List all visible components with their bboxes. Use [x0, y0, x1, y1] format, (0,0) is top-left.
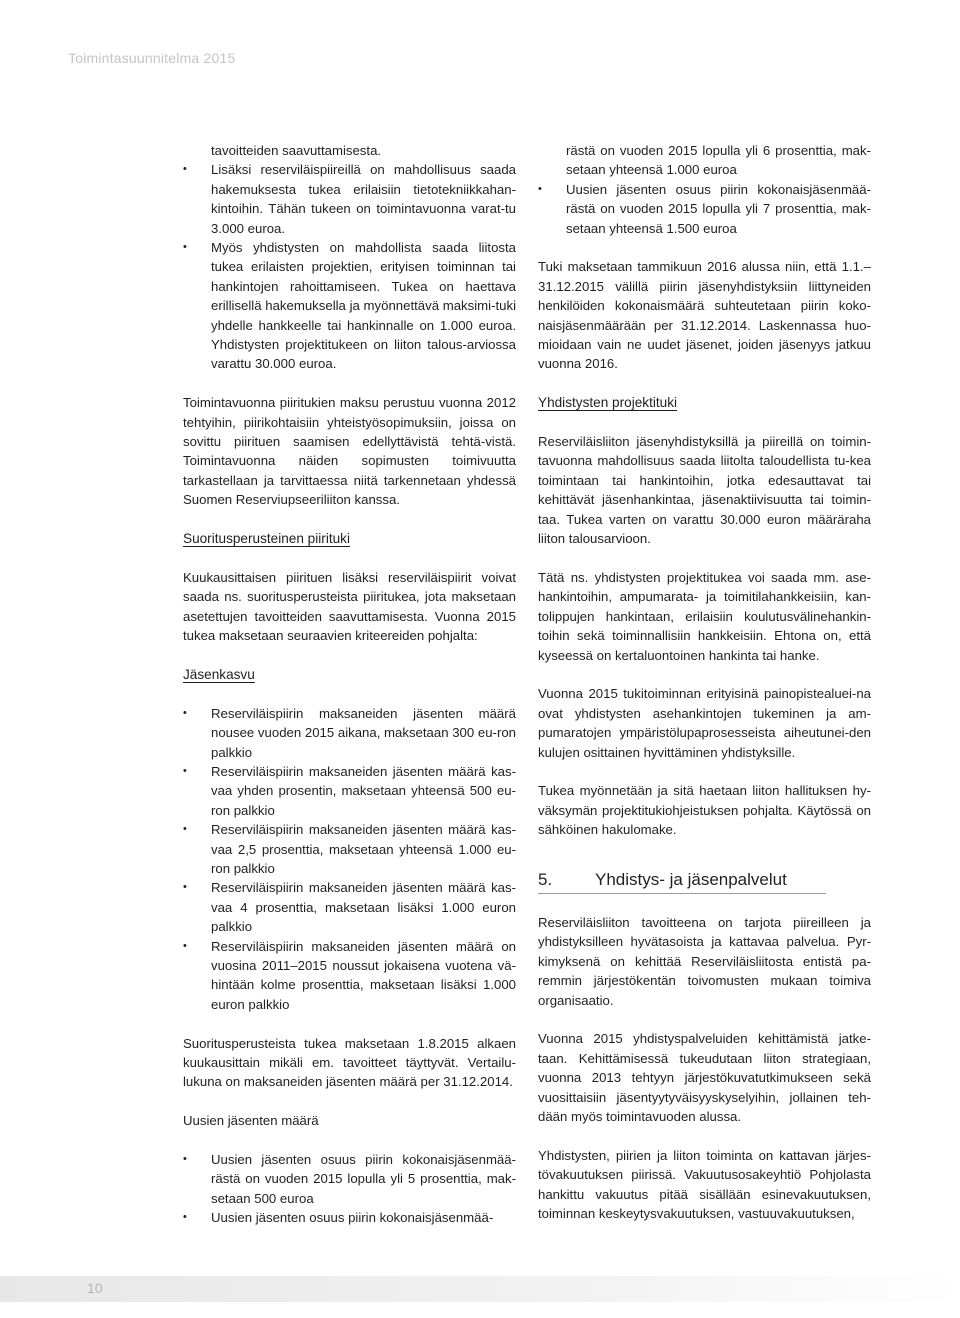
right-column: [538, 141, 871, 1223]
criteria-list: [183, 704, 516, 1015]
section-heading: Suoritusperusteinen piirituki: [183, 531, 350, 547]
list-item: • Reserviläispiirin maksaneiden jäsenten määrä on vuosina 2011–2015 noussut jokaisena vuotena vä-hintään kolme prosenttia, maksetaan lisäksi 1.000 euron palkkio: [183, 937, 516, 1015]
paragraph: Toimintavuonna piiritukien maksu perustuu vuonna 2012 tehtyihin, piirikohtaisiin yhteistyösopimuksiin, joissa on sovittu piirituen saamisen edellyttävistä tehtä-vistä. Toimintavuonna näiden sopimusten toimivuutta tarkastellaan ja tarvittaessa niitä tarkennetaan yhdessä Suomen Reserviupseeriliiton kanssa.: [183, 395, 516, 508]
paragraph: Uusien jäsenten määrä: [183, 1113, 319, 1129]
list-item: • Reserviläispiirin maksaneiden jäsenten määrä kas-vaa yhden prosentin, maksetaan yhteensä 500 eu-ron palkkio: [183, 762, 516, 820]
list-item: • Lisäksi reserviläispiireillä on mahdollisuus saada hakemuksesta tukea erilaisiin tietotekniikkahan-kintoihin. Tähän tukeen on toimintavuonna varat-tu 3.000 euroa.: [183, 160, 516, 238]
list-item: • Reserviläispiirin maksaneiden jäsenten määrä nousee vuoden 2015 aikana, maksetaan 300 eu-ron palkkio: [183, 704, 516, 762]
chapter-number: 5.: [538, 869, 553, 889]
list-item: • Reserviläispiirin maksaneiden jäsenten määrä kas-vaa 2,5 prosenttia, maksetaan yhteensä 1.000 eu-ron palkkio: [183, 820, 516, 878]
paragraph: Vuonna 2015 tukitoiminnan erityisinä painopistealuei-na ovat yhdistysten asehankintojen tukeminen ja am-pumaratojen ympäristölupaprosesseista aiheutunei-den kulujen osittainen hyvittäminen yhdistyksille.: [538, 686, 871, 760]
paragraph: Tukea myönnetään ja sitä haetaan liiton hallituksen hy-väksymän projektitukiohjeistuksen pohjalta. Käytössä on sähköinen hakulomake.: [538, 783, 871, 838]
section-heading: Yhdistysten projektituki: [538, 395, 678, 411]
left-column: [183, 141, 516, 1228]
running-header: Toimintasuunnitelma 2015: [68, 50, 236, 66]
page-number: 10: [87, 1280, 103, 1296]
chapter-heading: [538, 868, 826, 894]
new-members-list-cont: [538, 180, 871, 238]
list-item: • Myös yhdistysten on mahdollista saada liitosta tukea erilaisten projektien, erityisen toiminnan tai hankintojen rahoittamiseen. Tukea on haettava erillisellä hakemuksella ja myönnettävä maksimi-tuki yhdelle hankkeelle tai hankinnalle on 1.000 euroa. Yhdistysten projektitukeen on liiton talous-arviossa varattu 30.000 euroa.: [183, 238, 516, 374]
paragraph: Reserviläisliiton tavoitteena on tarjota piireilleen ja yhdistyksilleen hyvätasoista ja kattavaa palvelua. Pyr-kimyksenä on kehittää Reserviläisliitosta entistä pa-remmin järjestökentän toivomusten mukaan toimiva organisaatio.: [538, 914, 871, 1008]
paragraph: Yhdistysten, piirien ja liiton toiminta on kattavan järjes-tövakuutuksen piirissä. Vakuutusosakeyhtiö Pohjolasta hankittu vakuutus pitää sisällään esinevakuutuksen, toiminnan keskeytysvakuutuksen, vastuuvakuutuksen,: [538, 1147, 871, 1221]
list-item: • Reserviläispiirin maksaneiden jäsenten määrä kas-vaa 4 prosenttia, maksetaan lisäksi 1.000 euron palkkio: [183, 878, 516, 936]
chapter-title: Yhdistys- ja jäsenpalvelut: [595, 869, 787, 889]
paragraph: Kuukausittaisen piirituen lisäksi reserviläispiirit voivat saada ns. suoritusperusteista piiritukea, jota maksetaan asetettujen tavoitteiden saavuttamisesta. Vuonna 2015 tukea maksetaan seuraavien kriteereiden pohjalta:: [183, 569, 516, 644]
paragraph: Suoritusperusteista tukea maksetaan 1.8.2015 alkaen kuukausittain mikäli em. tavoitteet täyttyvät. Vertailu-lukuna on maksaneiden jäsenten määrä per 31.12.2014.: [183, 1035, 516, 1090]
list-item: • Uusien jäsenten osuus piirin kokonaisjäsenmää-rästä on vuoden 2015 lopulla yli 7 prosenttia, mak-setaan yhteensä 1.500 euroa: [538, 180, 871, 238]
paragraph: Tätä ns. yhdistysten projektitukea voi saada mm. ase-hankintoihin, ampumarata- ja toimitilahankkeisiin, kan-tolippujen hankintaan, erilaisiin koulutusvälinehankin-toihin sekä toiminnallisiin hankkeisiin. Ehtona on, että kyseessä on kertaluontoinen hankinta tai hanke.: [538, 569, 871, 663]
continued-text: rästä on vuoden 2015 lopulla yli 6 prosenttia, mak-setaan yhteensä 1.000 euroa: [566, 143, 871, 178]
paragraph: Vuonna 2015 yhdistyspalveluiden kehittämistä jatke-taan. Kehittämisessä tukeudutaan liiton strategiaan, vuonna 2013 tehtyyn järjestökuvatutkimukseen sekä vuosittaisiin jäsentyytyväisyyskyselyihin, jollainen teh-dään myös toimintavuoden alussa.: [538, 1031, 871, 1124]
support-bullet-list: [183, 160, 516, 373]
paragraph: Reserviläisliiton jäsenyhdistyksillä ja piireillä on toimin-tavuonna mahdollisuus saada liitolta taloudellista tu-kea toimintaan tai hankintoihin, jotka edesauttavat tai kehittävät jäsenhankintaa, jäsenaktiivisuutta tai toimin-taa. Tukea varten on varattu 30.000 euron määräraha liiton talousarvioon.: [538, 434, 871, 547]
list-item: • Uusien jäsenten osuus piirin kokonaisjäsenmää-: [183, 1208, 516, 1227]
continued-text: tavoitteiden saavuttamisesta.: [211, 143, 382, 158]
list-item: • Uusien jäsenten osuus piirin kokonaisjäsenmää-rästä on vuoden 2015 lopulla yli 5 prosenttia, mak-setaan 500 euroa: [183, 1150, 516, 1208]
section-heading: Jäsenkasvu: [183, 666, 255, 682]
paragraph: Tuki maksetaan tammikuun 2016 alussa niin, että 1.1.–31.12.2015 välillä piirin jäsenyhdistyksiin liittyneiden henkilöiden kokonaismäärä suhteutetaan piirin koko-naisjäsenmäärään per 31.12.2014. Laskennassa huo-mioidaan vain ne uudet jäsenet, joiden jäsenyys jatkuu vuonna 2016.: [538, 259, 871, 372]
new-members-list: [183, 1150, 516, 1228]
footer-bar: [0, 1276, 960, 1302]
